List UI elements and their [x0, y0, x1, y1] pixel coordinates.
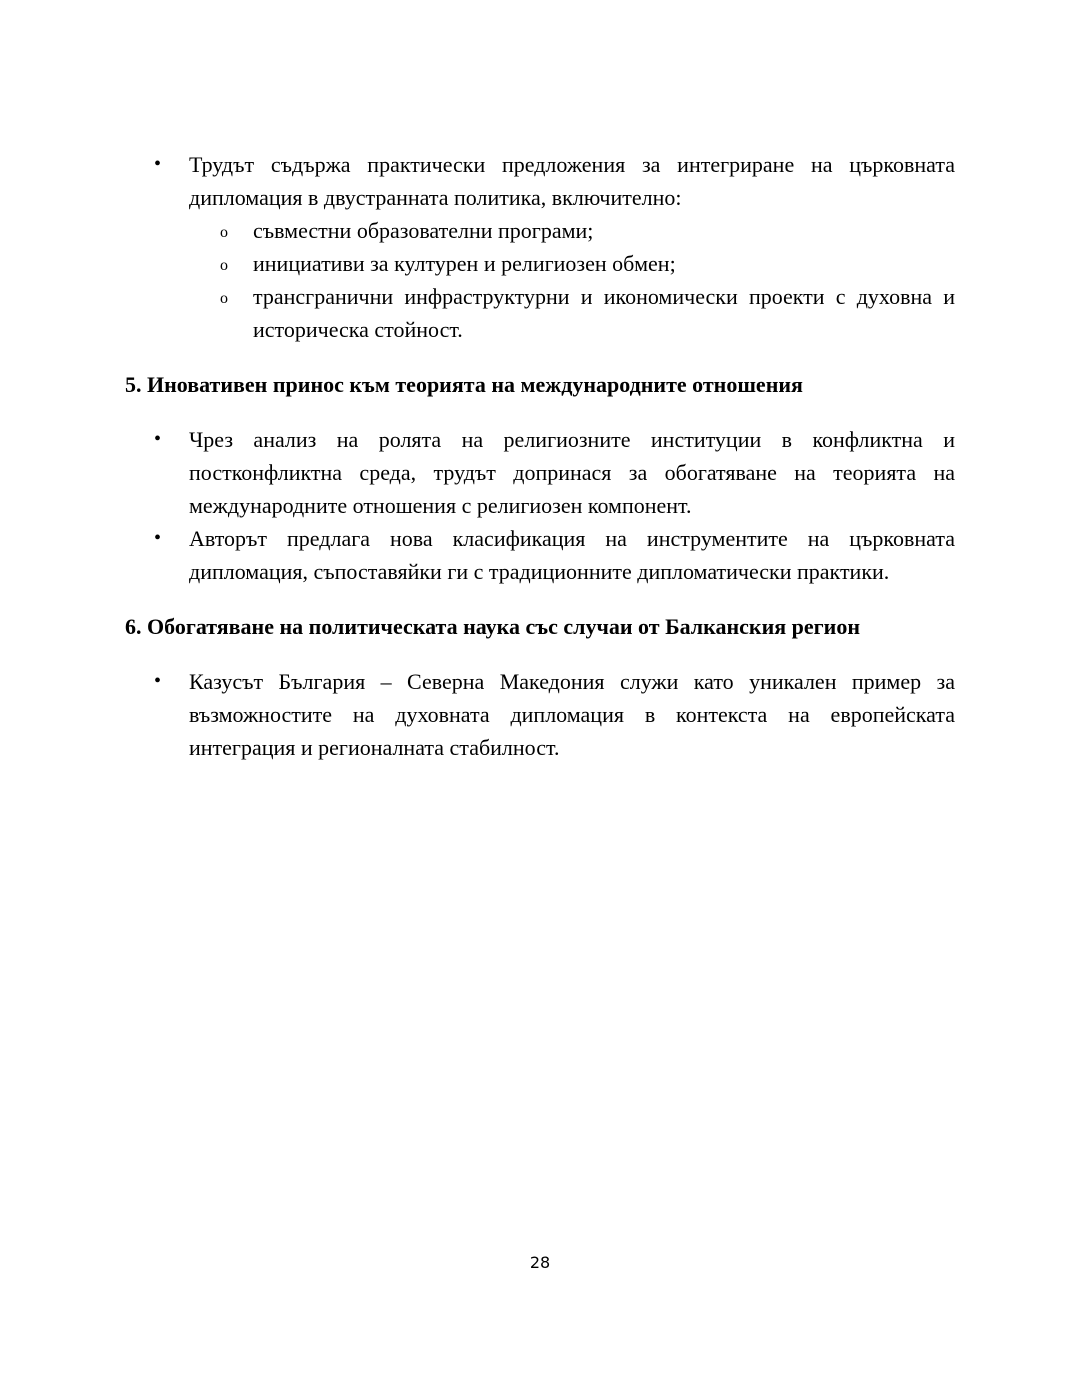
list-item	[125, 522, 955, 588]
section-heading: 5. Иновативен принос към теорията на международните отношения	[125, 372, 803, 397]
list-item-text: Авторът предлага нова класификация на инструментите на църковната дипломация, съпоставяйки ги с традиционните дипломатически практики.	[189, 526, 955, 584]
page-content	[125, 148, 955, 764]
sub-list-item-text: трансгранични инфраструктурни и икономически проекти с духовна и историческа стойност.	[253, 284, 955, 342]
list-item	[125, 665, 955, 764]
page-number: 28	[529, 1253, 551, 1272]
circle-bullet-icon: o	[220, 224, 228, 241]
list-item-text: Чрез анализ на ролята на религиозните институции в конфликтна и постконфликтна среда, трудът допринася за обогатяване на теорията на международните отношения с религиозен компонент.	[189, 427, 955, 518]
circle-bullet-icon: o	[220, 257, 228, 274]
list-item	[125, 148, 955, 214]
sub-list-item-text: инициативи за културен и религиозен обмен;	[253, 251, 676, 276]
circle-bullet-icon: o	[220, 290, 228, 307]
list-item-text: Казусът България – Северна Македония служи като уникален пример за възможностите на духовната дипломация в контекста на европейската интеграция и регионалната стабилност.	[189, 669, 955, 760]
sub-list-item	[125, 280, 955, 346]
bullet-icon: •	[154, 428, 162, 450]
bullet-icon: •	[154, 670, 162, 692]
bullet-icon: •	[154, 153, 162, 175]
list-item-text: Трудът съдържа практически предложения за интегриране на църковната дипломация в двустранната политика, включително:	[189, 152, 955, 210]
sub-list-item	[125, 214, 955, 247]
list-item	[125, 423, 955, 522]
section-heading: 6. Обогатяване на политическата наука със случаи от Балканския регион	[125, 614, 861, 639]
sub-list-item-text: съвместни образователни програми;	[253, 218, 594, 243]
bullet-icon: •	[154, 527, 162, 549]
sub-list-item	[125, 247, 955, 280]
